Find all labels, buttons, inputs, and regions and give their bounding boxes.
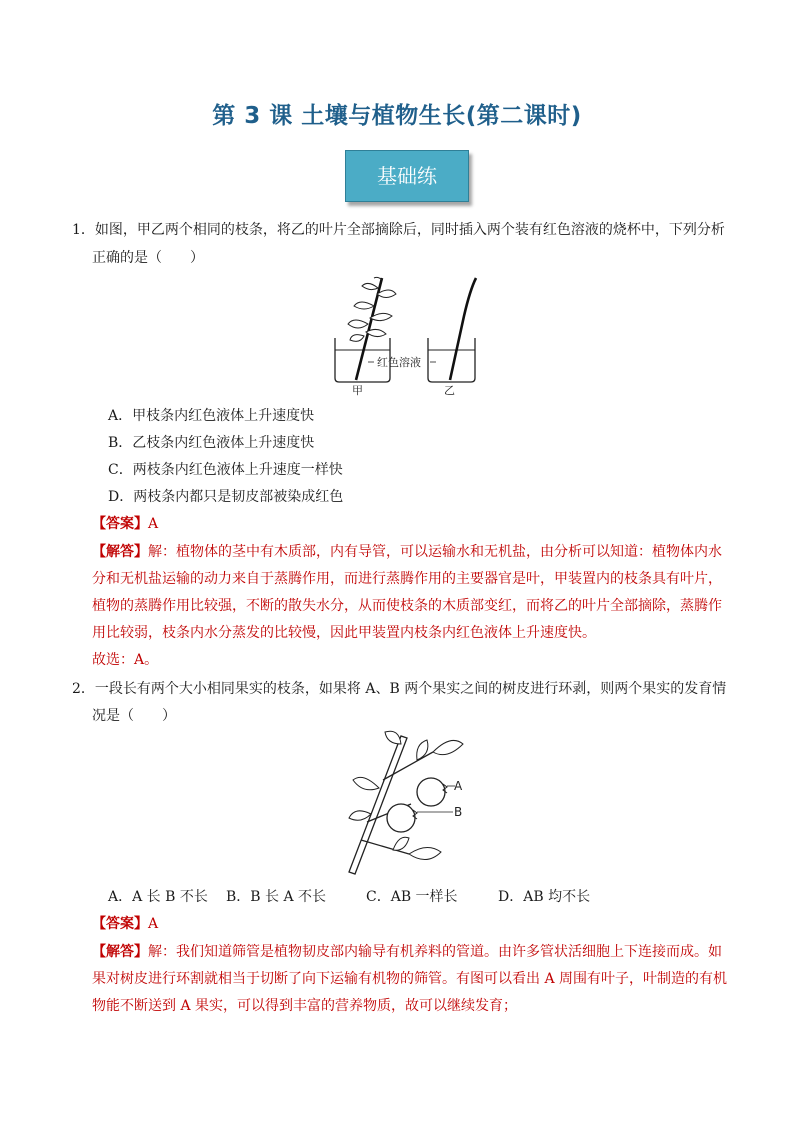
q1-stem-line-2: 正确的是（ ） [92,250,204,266]
q2-analysis-text-1: 解：我们知道筛管是植物韧皮部内输导有机养料的管道。由许多管状活细胞上下连接而成。如 [148,944,722,960]
q2-analysis-line-1 [92,942,722,962]
q2-stem-line-2: 况是（ ） [92,708,176,724]
q2-option-d: D．AB 均不长 [498,889,591,905]
q1-analysis-text-1: 解：植物体的茎中有木质部，内有导管，可以运输水和无机盐，由分析可以知道：植物体内水 [148,544,722,560]
q2-option-c: C．AB 一样长 [366,889,458,905]
q2-option-a: A．A 长 B 不长 [108,889,208,905]
q2-analysis-line-3: 物能不断送到 A 果实，可以得到丰富的营养物质，故可以继续发育； [92,998,518,1014]
q2-answer [92,914,158,934]
q2-analysis-tag: 【解答】 [92,944,148,960]
q2-label-a: A [454,779,463,793]
q1-analysis-line-4: 用比较弱，枝条内水分蒸发的比较慢，因此甲装置内枝条内红色液体上升速度快。 [92,625,596,641]
q2-analysis-line-2: 果对树皮进行环割就相当于切断了向下运输有机物的筛管。有图可以看出 A 周围有叶子，叶制造的有机 [92,971,728,987]
q2-option-b: B．B 长 A 不长 [226,889,327,905]
q1-answer-value: A [148,516,159,532]
q1-option-a: A．甲枝条内红色液体上升速度快 [108,408,315,424]
q1-stem-line-1: 1．如图，甲乙两个相同的枝条，将乙的叶片全部摘除后，同时插入两个装有红色溶液的烧杯中，下列分析 [72,222,725,238]
q1-answer-tag: 【答案】 [92,516,148,532]
q1-label-red-solution: 红色溶液 [377,356,421,369]
q1-analysis-line-2: 分和无机盐运输的动力来自于蒸腾作用，而进行蒸腾作用的主要器官是叶，甲装置内的枝条具有叶片， [92,571,722,587]
q2-answer-value: A [148,916,159,932]
q1-analysis-line-3: 植物的蒸腾作用比较强，不断的散失水分，从而使枝条的木质部变红，而将乙的叶片全部摘除，蒸腾作 [92,598,722,614]
q1-option-c: C．两枝条内红色液体上升速度一样快 [108,462,343,478]
q1-answer [92,514,158,534]
section-badge: 基础练 [345,150,469,202]
q1-label-yi: 乙 [444,384,455,397]
q1-conclusion: 故选：A。 [92,652,159,668]
q2-branch-figure [345,730,475,878]
q1-label-jia: 甲 [352,384,363,397]
page-title: 第 3 课 土壤与植物生长(第二课时) [212,103,582,129]
q1-beaker-figure [330,276,480,396]
q1-option-b: B．乙枝条内红色液体上升速度快 [108,435,315,451]
q1-analysis-tag: 【解答】 [92,544,148,560]
q2-label-b: B [454,805,463,819]
q2-answer-tag: 【答案】 [92,916,148,932]
q1-option-d: D．两枝条内都只是韧皮部被染成红色 [108,489,344,505]
q1-analysis-line-1 [92,542,722,562]
q2-stem-line-1: 2．一段长有两个大小相同果实的枝条，如果将 A、B 两个果实之间的树皮进行环剥，则两个果实的发育情 [72,681,727,697]
